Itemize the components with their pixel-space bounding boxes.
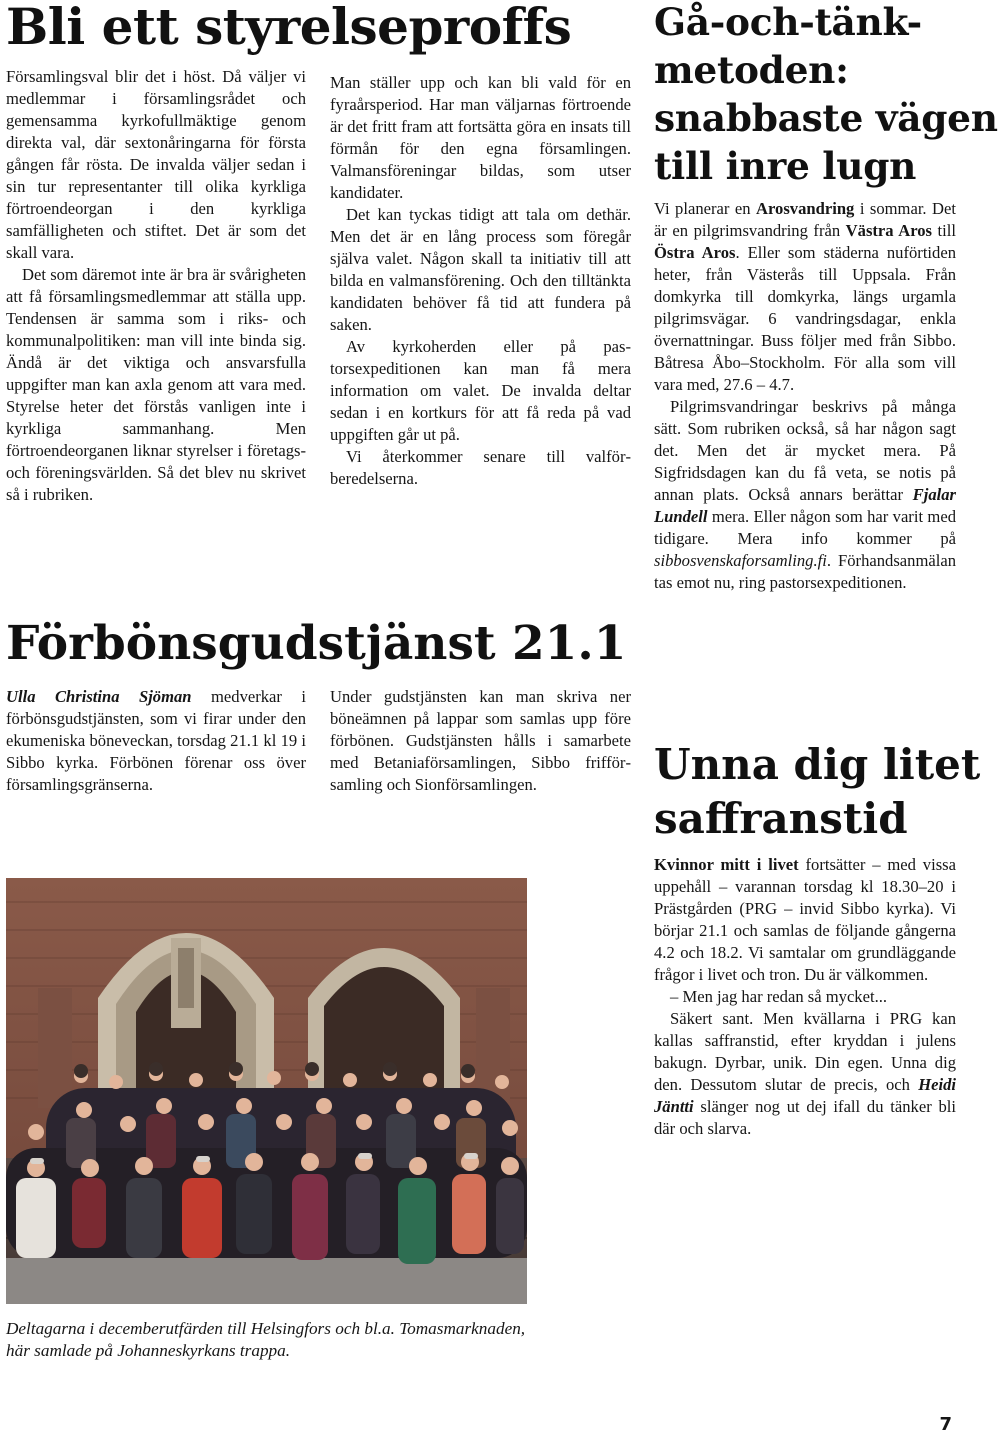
styrelseproffs-column-2 <box>330 72 631 490</box>
headline-line: Unna dig litet <box>654 740 981 789</box>
text: Vi planerar en <box>654 199 756 218</box>
pilgrim-paragraph <box>654 198 956 396</box>
headline-line: saffranstid <box>654 794 908 843</box>
forbon-column-2 <box>330 686 631 796</box>
styrelseproffs-paragraph: Man ställer upp och kan bli vald för en fyraårsperiod. Har man väljarnas förtroende är det fritt fram att fortsätta göra en insats till förmån för den egna församlingen. Valmansföreningar bildas, som utser kandidater. <box>330 73 631 202</box>
forbon-paragraph <box>6 686 306 796</box>
group-name: Kvinnor mitt i livet <box>654 855 799 874</box>
place-name: Arosvandring <box>756 199 855 218</box>
styrelseproffs-column-1 <box>6 66 306 506</box>
forbon-column-1 <box>6 686 306 796</box>
group-photo <box>6 878 527 1304</box>
headline-styrelseproffs: Bli ett styrelseproffs <box>6 0 572 56</box>
pilgrim-column <box>654 198 956 594</box>
pilgrim-paragraph <box>654 396 956 594</box>
saffranstid-column <box>654 854 956 1140</box>
headline-line: till inre lugn <box>654 144 917 188</box>
place-name: Östra Aros <box>654 243 736 262</box>
text: slänger nog ut dej ifall du tänker bli där och slarva. <box>654 1097 956 1138</box>
headline-line: Gå-och-tänk- <box>654 0 922 44</box>
person-name: Ulla Christina Sjöman <box>6 687 192 706</box>
saffranstid-paragraph <box>654 1008 956 1140</box>
styrelseproffs-paragraph: Det kan tyckas tidigt att tala om dethär. Men det är en lång process som föregår själva valet. Någon skall ta initiativ till att bilda en valmansförening. Och den tilltänkta kandidaten behöver få tid att fundera på saken. <box>330 205 631 334</box>
headline-line: metoden: <box>654 48 849 92</box>
styrelseproffs-paragraph: Det som däremot inte är bra är svårigheten att få församlingsmedlemmar att ställa upp. Tendensen är samma som i riks- och kommunalpolitiken: man vill inte binda sig. Ändå är det viktiga och ansvarsfulla uppgifter man kan axla genom att vara med. Styrelse heter det förstås vanligen inte i kyrkliga sammanhang. Men förtroendeorganen liknar styrelser i företags- och föreningsvärlden. Så det blev nu skrivet så i rubriken. <box>6 265 306 504</box>
forbon-paragraph: Under gudstjänsten kan man skriva ner böneämnen på lappar som samlas upp före förbönen. Gudstjänsten hålls i samarbete med Betaniaförsamlingen, Sibbo frifförsamling och Sionförsamlingen. <box>330 687 631 794</box>
headline-ga-och-tank <box>654 0 998 190</box>
text: i sommar. Det är en pilgrimsvandring från <box>654 199 956 240</box>
photo-caption: Deltagarna i decemberutfärden till Helsingfors och bl.a. Tomasmarknaden, här samlade på Johanneskyrkans trappa. <box>6 1319 526 1360</box>
text: till <box>932 221 956 240</box>
headline-line: snabbaste vägen <box>654 96 998 140</box>
text: . Förhandsanmälan tas emot nu, ring pastorsexpeditionen. <box>654 551 956 592</box>
saffranstid-paragraph: – Men jag har redan så mycket... <box>670 987 888 1006</box>
person-name: Heidi Jäntti <box>654 1075 956 1116</box>
person-name: Fjalar Lundell <box>654 485 956 526</box>
page-number: 7 <box>939 1414 952 1435</box>
headline-forbonsgudstjanst: Förbönsgudstjänst 21.1 <box>6 616 627 671</box>
styrelseproffs-paragraph: Vi återkommer senare till valförberedelserna. <box>330 447 631 488</box>
place-name: Västra Aros <box>845 221 933 240</box>
styrelseproffs-paragraph: Församlingsval blir det i höst. Då väljer vi medlemmar i församlingsrådet och gemensamma kyrkofullmäktige genom direkta val, där sextonåringarna för första gången får rösta. De invalda väljer sedan i sin tur representanter till olika kyrkliga förtroendeorgan i den kyrkliga samfälligheten och stiftet. Det är som det skall vara. <box>6 67 306 262</box>
text: mera. Eller någon som har varit med tidigare. Mera info kommer på <box>654 507 956 548</box>
styrelseproffs-paragraph: Av kyrkoherden eller på pastorsexpeditionen kan man få mera information om valet. De invalda deltar sedan i en kortkurs för att få reda på vad uppgiften går ut på. <box>330 337 631 444</box>
forbon-text: medverkar i förbönsgudstjänsten, som vi firar under den ekumeniska böneveckan, torsdag 21.1 kl 19 i Sibbo kyrka. Förbönen förenar oss över församlingsgränserna. <box>6 687 307 794</box>
website-link[interactable]: sibbosvenskaforsamling.fi <box>654 551 827 570</box>
text: Säkert sant. Men kvällarna i PRG kan kallas saffranstid, efter kryddan i julens bakugn. Dyrbar, unik. Din egen. Unna dig den. Dessutom slutar de precis, och <box>654 1009 956 1094</box>
saffranstid-paragraph <box>654 854 956 986</box>
text: Pilgrimsvandringar beskrivs på många sätt. Som rubriken också, så har någon sagt det. Men det är mycket mera. På Sigfridsdagen kan du få veta, se notis på annan plats. Också annars berättar <box>654 397 956 504</box>
text: . Eller som städerna nuförtiden heter, från Västerås till Uppsala. Från domkyrka till domkyrka, längs urgamla pilgrimsvägar. 6 vandringsdagar, enkla övernattningar. Buss följer med från Sibbo. Båtresa Åbo–Stockholm. För alla som vill vara med, 27.6 – 4.7. <box>654 243 956 394</box>
text: fortsätter – med vissa uppehåll – varannan torsdag kl 18.30–20 i Prästgården (PRG – invid Sibbo kyrka). Vi börjar 21.1 och samlas de följande gångerna 4.2 och 18.2. Vi samtalar om grundläggande frågor i livet och tron. Du är välkommen. <box>654 855 956 984</box>
headline-saffranstid <box>654 738 980 846</box>
